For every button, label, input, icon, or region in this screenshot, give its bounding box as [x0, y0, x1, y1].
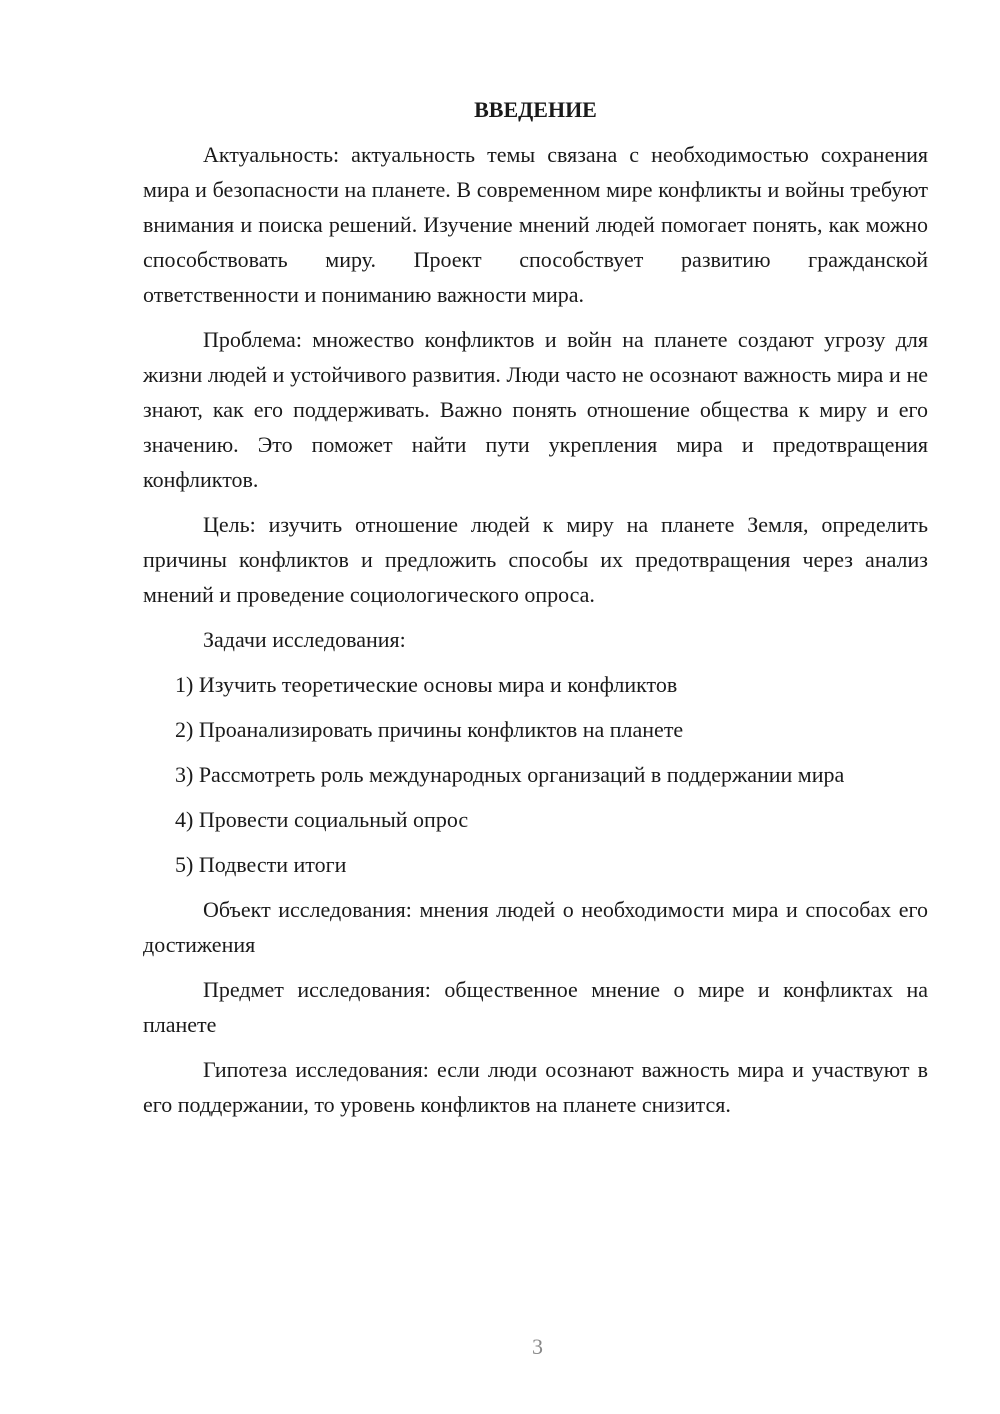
- task-item-1: 1) Изучить теоретические основы мира и конфликтов: [175, 672, 678, 697]
- task-item-5: 5) Подвести итоги: [175, 852, 347, 877]
- relevance-paragraph: Актуальность: актуальность темы связана с необходимостью сохранения мира и безопасности на планете. В современном мире конфликты и войны требуют внимания и поиска решений. Изучение мнений людей помогает понять, как можно способствовать миру. Проект способствует развитию гражданской ответственности и пониманию важности мира.: [143, 142, 928, 307]
- goal-paragraph: Цель: изучить отношение людей к миру на планете Земля, определить причины конфликтов и предложить способы их предотвращения через анализ мнений и проведение социологического опроса.: [143, 512, 928, 607]
- problem-paragraph: Проблема: множество конфликтов и войн на планете создают угрозу для жизни людей и устойчивого развития. Люди часто не осознают важность мира и не знают, как его поддерживать. Важно понять отношение общества к миру и его значению. Это поможет найти пути укрепления мира и предотвращения конфликтов.: [143, 327, 928, 492]
- page-title: ВВЕДЕНИЕ: [474, 97, 597, 122]
- page-content: [143, 92, 928, 1132]
- tasks-heading: Задачи исследования:: [203, 627, 406, 652]
- object-paragraph: Объект исследования: мнения людей о необходимости мира и способах его достижения: [143, 897, 928, 957]
- task-item-2: 2) Проанализировать причины конфликтов на планете: [175, 717, 684, 742]
- task-item-4: 4) Провести социальный опрос: [175, 807, 469, 832]
- subject-paragraph: Предмет исследования: общественное мнение о мире и конфликтах на планете: [143, 977, 928, 1037]
- task-item-3: 3) Рассмотреть роль международных организаций в поддержании мира: [175, 762, 845, 787]
- hypothesis-paragraph: Гипотеза исследования: если люди осознают важность мира и участвуют в его поддержании, то уровень конфликтов на планете снизится.: [143, 1057, 928, 1117]
- page-number: 3: [532, 1334, 543, 1359]
